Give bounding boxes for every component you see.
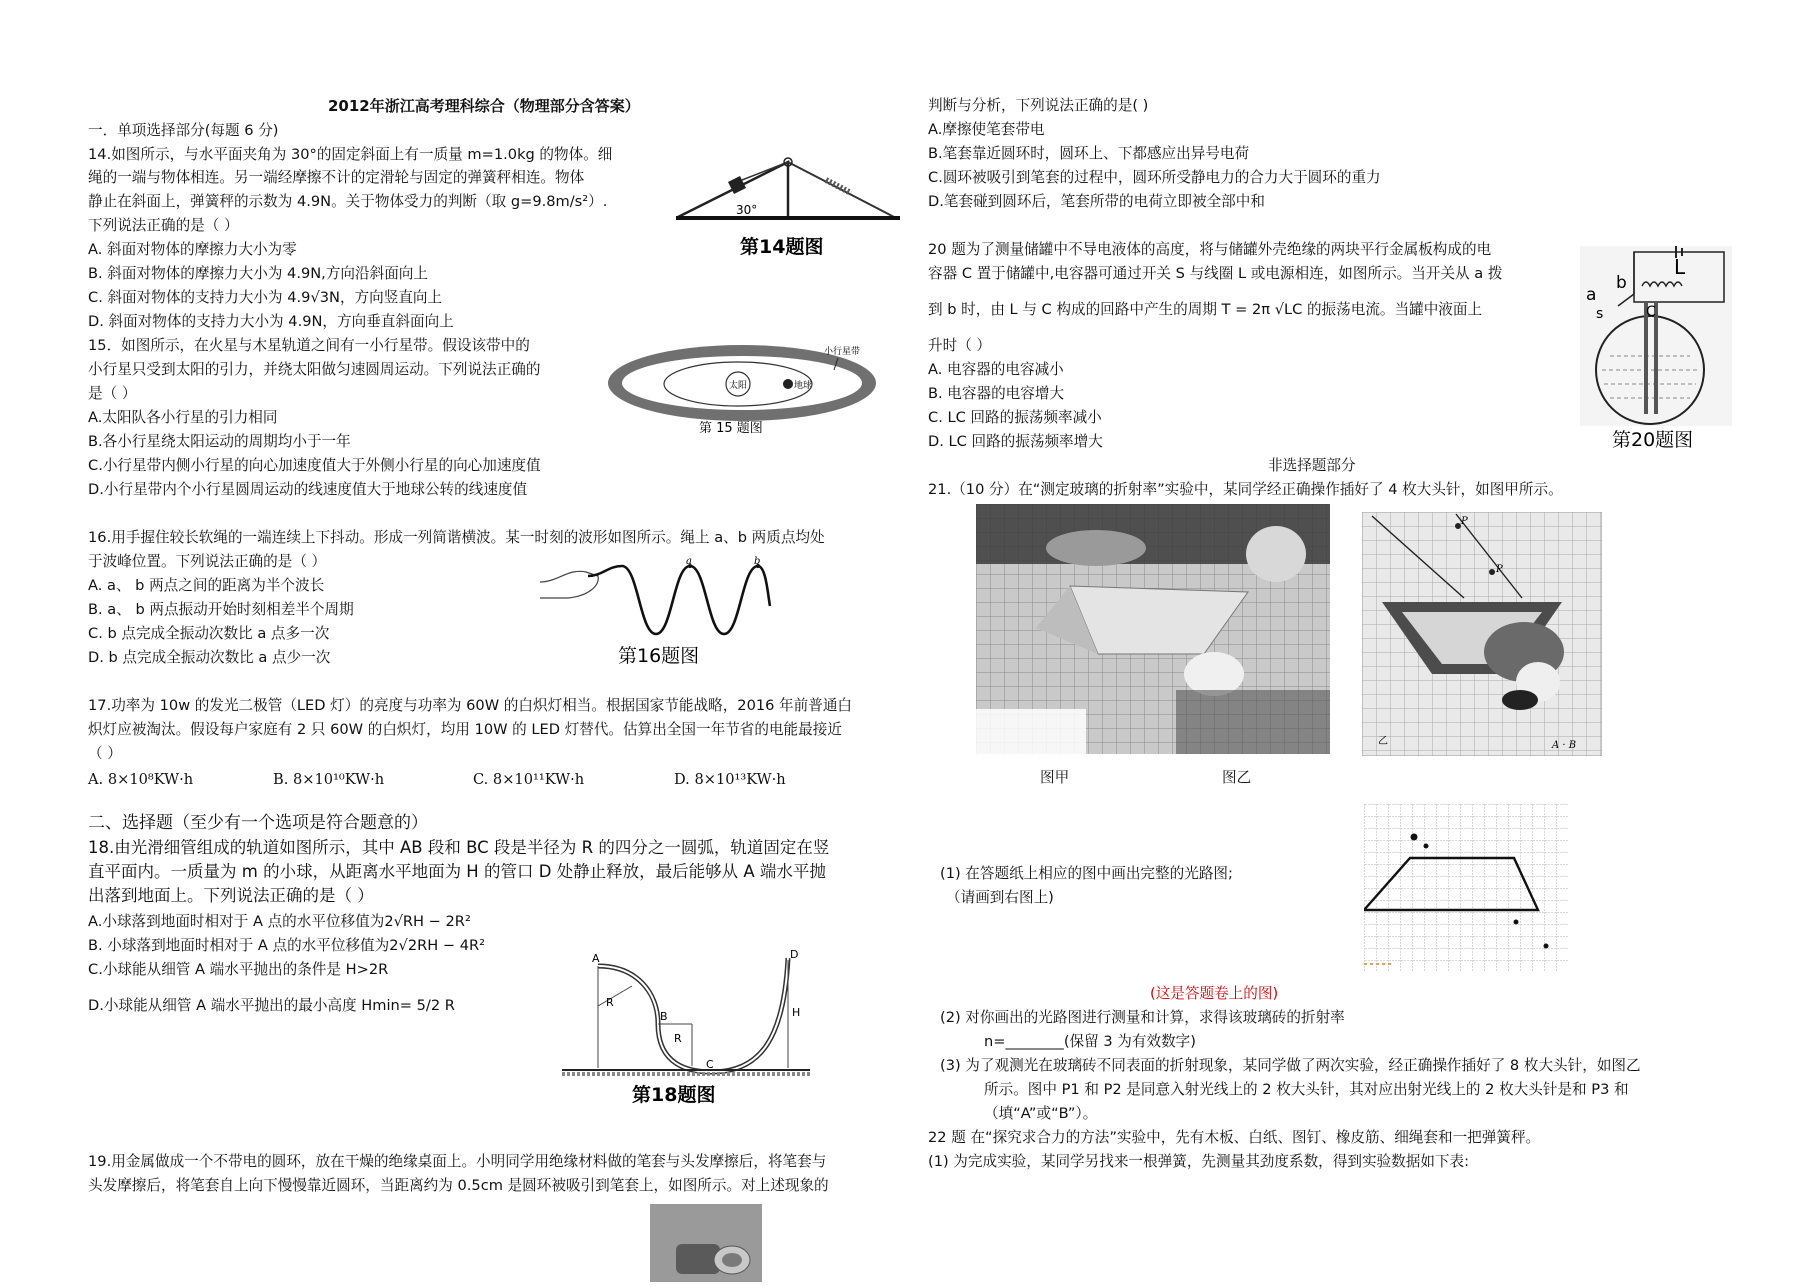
q21-yi-p1-label: P: [1461, 516, 1468, 527]
q22-line: 22 题 在“探究求合力的方法”实验中，先有木板、白纸、图钉、橡皮筋、细绳套和一把弹簧秤。: [928, 1129, 1541, 1146]
q14-line: 下列说法正确的是（ ）: [88, 217, 239, 234]
q16-option: D. b 点完成全振动次数比 a 点少一次: [88, 649, 331, 666]
q18-label-b: B: [660, 1010, 668, 1023]
q14-option: C. 斜面对物体的支持力大小为 4.9√3N，方向竖直向上: [88, 289, 443, 306]
q15-sun-label: 太阳: [729, 381, 748, 391]
q19-line: 头发摩擦后，将笔套自上向下慢慢靠近圆环，当距离约为 0.5cm 是圆环被吸引到笔套上，如图所示。对上述现象的: [88, 1177, 829, 1194]
q21-sub3: (3) 为了观测光在玻璃砖不同表面的折射现象，某同学做了两次实验，经正确操作插好了 8 枚大头针，如图乙: [940, 1057, 1641, 1074]
q16-point-a: a: [686, 556, 692, 567]
q21-answer-grid: [1364, 804, 1568, 972]
q14-option: B. 斜面对物体的摩擦力大小为 4.9N,方向沿斜面向上: [88, 265, 428, 282]
q14-option: D. 斜面对物体的支持力大小为 4.9N，方向垂直斜面向上: [88, 313, 454, 330]
q15-figure-caption: 第 15 题图: [699, 421, 763, 436]
q15-option: A.太阳队各小行星的引力相同: [88, 409, 278, 426]
q19-line: 19.用金属做成一个不带电的圆环，放在干燥的绝缘桌面上。小明同学用绝缘材料做的笔套与头发摩擦后，将笔套与: [88, 1153, 827, 1170]
q14-line: 14.如图所示，与水平面夹角为 30°的固定斜面上有一质量 m=1.0kg 的物体。细: [88, 146, 613, 163]
q15-option: B.各小行星绕太阳运动的周期均小于一年: [88, 433, 351, 450]
q16-line: 于波峰位置。下列说法正确的是（ ）: [88, 553, 327, 570]
q18-line: 18.由光滑细管组成的轨道如图所示，其中 AB 段和 BC 段是半径为 R 的四分之一圆弧，轨道固定在竖: [88, 838, 830, 857]
q16-figure: [538, 556, 776, 676]
q20-line: 到 b 时，由 L 与 C 构成的回路中产生的周期 T = 2π √LC 的振荡电流。当罐中液面上: [928, 301, 1483, 318]
q15-figure: [606, 336, 878, 436]
q19-photo: [650, 1204, 762, 1282]
q18-label-a: A: [592, 952, 600, 965]
q18-figure-caption: 第18题图: [632, 1084, 716, 1106]
section-2-heading: 二、选择题（至少有一个选项是符合题意的）: [88, 813, 428, 833]
q18-line: 直平面内。一质量为 m 的小球，从距离水平地面为 H 的管口 D 处静止释放，最后能够从 A 端水平抛: [88, 862, 826, 881]
q15-earth-label: 地球: [794, 381, 813, 391]
q15-line: 15．如图所示，在火星与木星轨道之间有一小行星带。假设该带中的: [88, 337, 530, 354]
q20-option: B. 电容器的电容增大: [928, 385, 1065, 402]
q16-option: B. a、 b 两点振动开始时刻相差半个周期: [88, 601, 354, 618]
section-1-heading: 一．单项选择部分(每题 6 分): [88, 122, 279, 139]
q21-sub1-note: （请画到右图上): [946, 889, 1054, 906]
q20-line: 升时（ ）: [928, 337, 992, 354]
q15-option: C.小行星带内侧小行星的向心加速度值大于外侧小行星的向心加速度值: [88, 457, 541, 474]
q20-label-b: b: [1616, 273, 1627, 293]
q21-sub1: (1) 在答题纸上相应的图中画出完整的光路图;: [940, 865, 1233, 882]
q20-label-s: s: [1596, 306, 1604, 322]
q20-label-a: a: [1586, 285, 1597, 305]
q17-option: A. 8×10⁸KW·h: [88, 771, 194, 788]
q20-option: A. 电容器的电容减小: [928, 361, 1064, 378]
q20-label-l: L: [1674, 255, 1686, 279]
q18-option: C.小球能从细管 A 端水平抛出的条件是 H>2R: [88, 961, 389, 978]
q14-line: 绳的一端与物体相连。另一端经摩擦不计的定滑轮与固定的弹簧秤相连。物体: [88, 169, 585, 186]
q18-label-c: C: [706, 1058, 714, 1071]
q17-line: 17.功率为 10w 的发光二极管（LED 灯）的亮度与功率为 60W 的白炽灯相当。根据国家节能战略，2016 年前普通白: [88, 697, 853, 714]
page-title: 2012年浙江高考理科综合（物理部分含答案）: [328, 97, 640, 115]
q18-option: A.小球落到地面时相对于 A 点的水平位移值为2√RH − 2R²: [88, 913, 471, 930]
q15-line: 是（ ）: [88, 385, 137, 402]
q18-option: B. 小球落到地面时相对于 A 点的水平位移值为2√2RH − 4R²: [88, 937, 486, 954]
q21-answer-note: (这是答题卷上的图): [1150, 985, 1279, 1002]
q19-line: 判断与分析，下列说法正确的是( ): [928, 97, 1149, 114]
q15-line: 小行星只受到太阳的引力，并绕太阳做匀速圆周运动。下列说法正确的: [88, 361, 541, 378]
q20-figure-caption: 第20题图: [1612, 429, 1694, 451]
q17-option: B. 8×10¹⁰KW·h: [273, 771, 385, 788]
q19-option: B.笔套靠近圆环时，圆环上、下都感应出异号电荷: [928, 145, 1250, 162]
q21-sub3: （填“A”或“B”）。: [984, 1105, 1098, 1122]
q21-intro: 21.（10 分）在“测定玻璃的折射率”实验中，某同学经正确操作插好了 4 枚大头针，如图甲所示。: [928, 481, 1563, 498]
q19-option: D.笔套碰到圆环后，笔套所带的电荷立即被全部中和: [928, 193, 1265, 210]
q16-option: A. a、 b 两点之间的距离为半个波长: [88, 577, 325, 594]
q21-yi-ab-label: A · B: [1552, 740, 1577, 751]
nonchoice-heading: 非选择题部分: [1268, 457, 1356, 474]
q16-line: 16.用手握住较长软绳的一端连续上下抖动。形成一列简谐横波。某一时刻的波形如图所示。绳上 a、b 两质点均处: [88, 529, 825, 546]
q20-figure: [1580, 246, 1732, 452]
q20-line: 20 题为了测量储罐中不导电液体的高度，将与储罐外壳绝缘的两块平行金属板构成的电: [928, 241, 1492, 258]
q21-sub2-answer: n=________(保留 3 为有效数字): [984, 1033, 1196, 1050]
q21-fig-jia-label: 图甲: [1040, 769, 1070, 786]
q21-fig-yi-label: 图乙: [1222, 769, 1252, 786]
q15-option: D.小行星带内个小行星圆周运动的线速度值大于地球公转的线速度值: [88, 481, 528, 498]
q18-label-d: D: [790, 948, 799, 961]
q22-line: (1) 为完成实验，某同学另找来一根弹簧，先测量其劲度系数，得到实验数据如下表:: [928, 1153, 1470, 1170]
q21-yi-corner-label: 乙: [1378, 736, 1388, 747]
q18-label-r1: R: [606, 996, 614, 1009]
q21-sub3: 所示。图中 P1 和 P2 是同意入射光线上的 2 枚大头针，其对应出射光线上的 2 枚大头针是和 P3 和: [984, 1081, 1629, 1098]
q16-option: C. b 点完成全振动次数比 a 点多一次: [88, 625, 330, 642]
q21-yi-p2-label: P: [1496, 564, 1503, 575]
q14-option: A. 斜面对物体的摩擦力大小为零: [88, 241, 297, 258]
q18-label-r2: R: [674, 1032, 682, 1045]
q18-line: 出落到地面上。下列说法正确的是（ ）: [88, 886, 374, 905]
q19-option: A.摩擦使笔套带电: [928, 121, 1045, 138]
q20-option: C. LC 回路的振荡频率减小: [928, 409, 1102, 426]
q17-option: C. 8×10¹¹KW·h: [473, 771, 585, 788]
q15-belt-label: 小行星带: [824, 347, 861, 357]
q14-line: 静止在斜面上，弹簧秤的示数为 4.9N。关于物体受力的判断（取 g=9.8m/s²）.: [88, 193, 608, 210]
q21-figure-jia: [976, 504, 1330, 754]
q19-option: C.圆环被吸引到笔套的过程中，圆环所受静电力的合力大于圆环的重力: [928, 169, 1381, 186]
q14-angle-label: 30°: [736, 203, 758, 217]
q16-figure-caption: 第16题图: [618, 645, 700, 667]
q17-line: （ ）: [88, 745, 122, 762]
q18-figure: [562, 946, 812, 1106]
q20-label-c: C: [1646, 304, 1656, 320]
q17-line: 炽灯应被淘汰。假设每户家庭有 2 只 60W 的白炽灯，均用 10W 的 LED 灯替代。估算出全国一年节省的电能最接近: [88, 721, 842, 738]
q18-label-h: H: [792, 1006, 801, 1019]
q21-figure-yi: [1362, 512, 1602, 756]
q14-figure: [676, 140, 906, 260]
q17-option: D. 8×10¹³KW·h: [674, 771, 786, 788]
q18-option: D.小球能从细管 A 端水平抛出的最小高度 Hmin= 5/2 R: [88, 997, 455, 1014]
q21-sub2: (2) 对你画出的光路图进行测量和计算，求得该玻璃砖的折射率: [940, 1009, 1345, 1026]
q16-point-b: b: [754, 556, 761, 567]
q14-figure-caption: 第14题图: [740, 236, 824, 258]
q20-option: D. LC 回路的振荡频率增大: [928, 433, 1103, 450]
q20-line: 容器 C 置于储罐中,电容器可通过开关 S 与线圈 L 或电源相连，如图所示。当开关从 a 拨: [928, 265, 1503, 282]
